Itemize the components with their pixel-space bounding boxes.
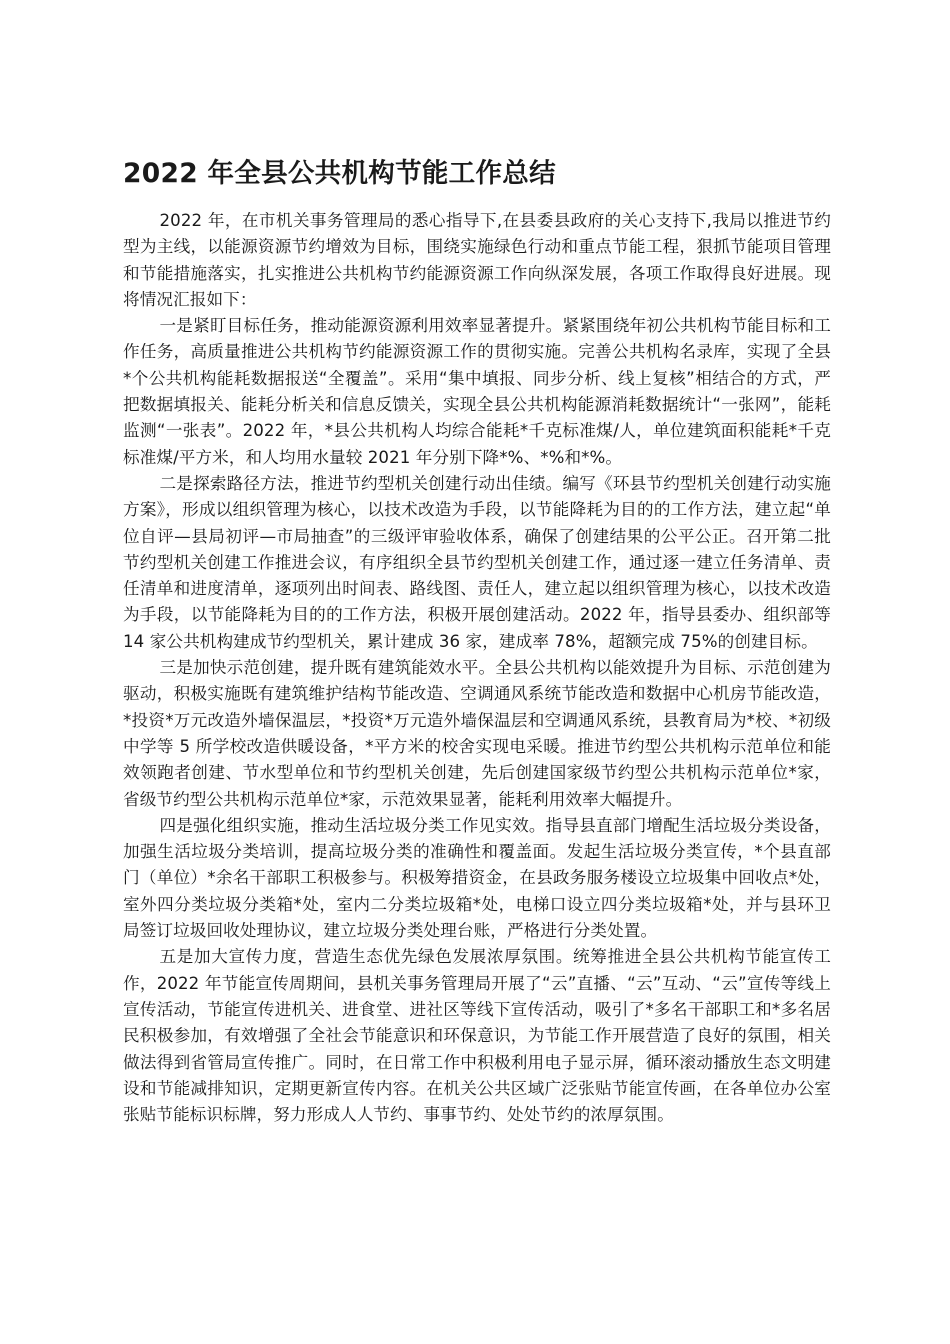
paragraph-conservation-agency: 二是探索路径方法，推进节约型机关创建行动出佳绩。编写《环县节约型机关创建行动实施方案》，形成以组织管理为核心，以技术改造为手段，以节能降耗为目的的工作方法，建立起“单位自评—县局初评—市局抽查”的三级评审验收体系，确保了创建结果的公平公正。召开第二批节约型机关创建工作推进会议，有序组织全县节约型机关创建工作，通过逐一建立任务清单、责任清单和进度清单，逐项列出时间表、路线图、责任人，建立起以组织管理为核心，以技术改造为手段，以节能降耗为目的的工作方法，积极开展创建活动。2022 年，指导县委办、组织部等 14 家公共机构建成节约型机关，累计建成 36 家，建成率 78%，超额完成 75%的创建目标。 (123, 473, 831, 651)
document-body (123, 208, 831, 1128)
paragraph-demonstration: 三是加快示范创建，提升既有建筑能效水平。全县公共机构以能效提升为目标、示范创建为驱动，积极实施既有建筑维护结构节能改造、空调通风系统节能改造和数据中心机房节能改造，*投资*万元改造外墙保温层，*投资*万元造外墙保温层和空调通风系统，县教育局为*校、*初级中学等 5 所学校改造供暖设备，*平方米的校舍实现电采暖。推进节约型公共机构示范单位和能效领跑者创建、节水型单位和节约型机关创建，先后创建国家级节约型公共机构示范单位*家，省级节约型公共机构示范单位*家，示范效果显著，能耗利用效率大幅提升。 (123, 658, 831, 809)
paragraph-publicity: 五是加大宣传力度，营造生态优先绿色发展浓厚氛围。统筹推进全县公共机构节能宣传工作，2022 年节能宣传周期间，县机关事务管理局开展了“云”直播、“云”互动、“云”宣传等线上宣传活动，节能宣传进机关、进食堂、进社区等线下宣传活动，吸引了*多名干部职工和*多名居民积极参加，有效增强了全社会节能意识和环保意识，为节能工作开展营造了良好的氛围，相关做法得到省管局宣传推广。同时，在日常工作中积极利用电子显示屏，循环滚动播放生态文明建设和节能减排知识，定期更新宣传内容。在机关公共区域广泛张贴节能宣传画，在各单位办公室张贴节能标识标牌，努力形成人人节约、事事节约、处处节约的浓厚氛围。 (123, 947, 831, 1125)
paragraph-target-tasks: 一是紧盯目标任务，推动能源资源利用效率显著提升。紧紧围绕年初公共机构节能目标和工作任务，高质量推进公共机构节约能源资源工作的贯彻实施。完善公共机构名录库，实现了全县*个公共机构能耗数据报送“全覆盖”。采用“集中填报、同步分析、线上复核”相结合的方式，严把数据填报关、能耗分析关和信息反馈关，实现全县公共机构能源消耗数据统计“一张网”，能耗监测“一张表”。2022 年，*县公共机构人均综合能耗*千克标准煤/人，单位建筑面积能耗*千克标准煤/平方米，和人均用水量较 2021 年分别下降*%、*%和*%。 (123, 316, 831, 467)
paragraph-waste-sorting: 四是强化组织实施，推动生活垃圾分类工作见实效。指导县直部门增配生活垃圾分类设备，加强生活垃圾分类培训，提高垃圾分类的准确性和覆盖面。发起生活垃圾分类宣传，*个县直部门（单位）*余名干部职工积极参与。积极筹措资金，在县政务服务楼设立垃圾集中回收点*处，室外四分类垃圾分类箱*处，室内二分类垃圾箱*处，电梯口设立四分类垃圾箱*处，并与县环卫局签订垃圾回收处理协议，建立垃圾分类处理台账，严格进行分类处置。 (123, 815, 831, 941)
paragraph-intro: 2022 年，在市机关事务管理局的悉心指导下,在县委县政府的关心支持下,我局以推进节约型为主线，以能源资源节约增效为目标，围绕实施绿色行动和重点节能工程，狠抓节能项目管理和节能措施落实，扎实推进公共机构节约能源资源工作向纵深发展，各项工作取得良好进展。现将情况汇报如下： (123, 211, 831, 309)
document-title: 2022 年全县公共机构节能工作总结 (123, 158, 556, 189)
